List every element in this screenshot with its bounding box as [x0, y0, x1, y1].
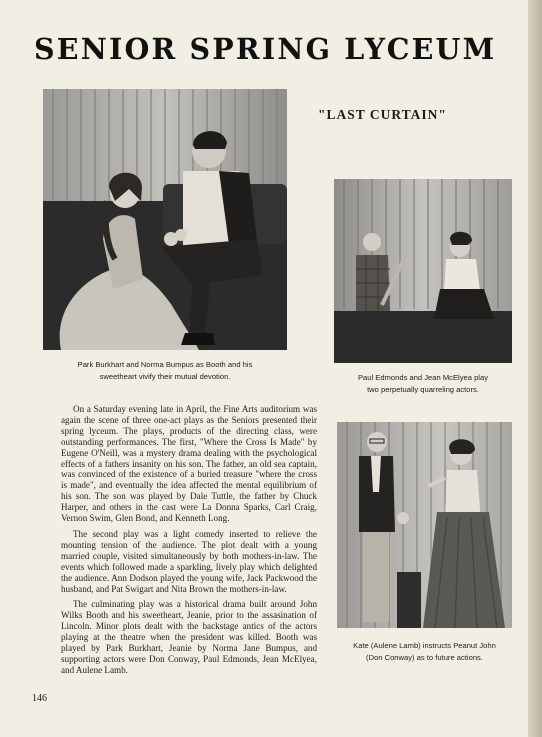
- caption-right-bottom-line1: Kate (Aulene Lamb) instructs Peanut John: [353, 641, 496, 650]
- caption-right-top-line2: two perpetually quarreling actors.: [367, 384, 479, 394]
- caption-right-bottom-line2: (Don Conway) as to future actions.: [366, 652, 483, 662]
- photo-quarreling-actors: [334, 179, 512, 363]
- photo-booth-and-sweetheart: [43, 89, 287, 350]
- page-spine-shadow: [528, 0, 542, 737]
- caption-right-top-line1: Paul Edmonds and Jean McElyea play: [357, 373, 488, 382]
- caption-top-line2: sweetheart vivify their mutual devotion.: [99, 371, 231, 381]
- article-paragraph: The second play was a light comedy inserted to relieve the mounting tension of the audience. The plot dealt with a young married couple, visited simultaneously by both mothers-in-law. The events which followed made a sparkling, lively play which delighted the audience. Ann Dodson played the young wife, Jack Packwood the husband, and Pat Swigart and Nita Brown the mothers-in-law.: [61, 528, 317, 594]
- page-title: SENIOR SPRING LYCEUM: [34, 32, 497, 66]
- article-paragraph: The culminating play was a historical drama built around John Wilks Booth and his sweetheart, Jeanie, prior to the assasination of Lincoln. Minor plots dealt with the backstage antics of the actors playing at the theatre when the president was killed. Booth was played by Park Burkhart, Jeanie by Norma Jane Bumpus, and supporting actors were Don Conway, Paul Edmonds, Jean McElyea, and Aulene Lamb.: [61, 599, 317, 675]
- caption-right-bottom-photo: [337, 640, 512, 663]
- article-body: [61, 404, 317, 681]
- article-paragraph: On a Saturday evening late in April, the Fine Arts auditorium was again the scene of three one-act plays as the Seniors presented their spring lyceum. The plays, products of the directing class, were outstanding performances. The first, "Where the Cross Is Made" by Eugene O'Neill, was a mystery drama dealing with the psychological effects of a fathers insanity on his son. The father, an old sea captain, was convinced of the existence of a buried treasure "where the cross is made", and eventually the idea affected the mental equilibrium of his son. The son was played by Dale Tuttle, the father by Chuck Harper, and others in the cast were La Donna Sparks, Carl Craig, Vernon Swim, Glen Bond, and Kenneth Long.: [61, 404, 317, 524]
- play-subtitle: "LAST CURTAIN": [318, 107, 447, 122]
- photo-kate-and-peanut-john: [337, 422, 512, 628]
- caption-right-top-photo: [334, 372, 512, 395]
- page-number: 146: [32, 693, 47, 704]
- caption-top-line1: Park Burkhart and Norma Bumpus as Booth and his: [77, 360, 253, 369]
- caption-top-photo: [43, 359, 287, 382]
